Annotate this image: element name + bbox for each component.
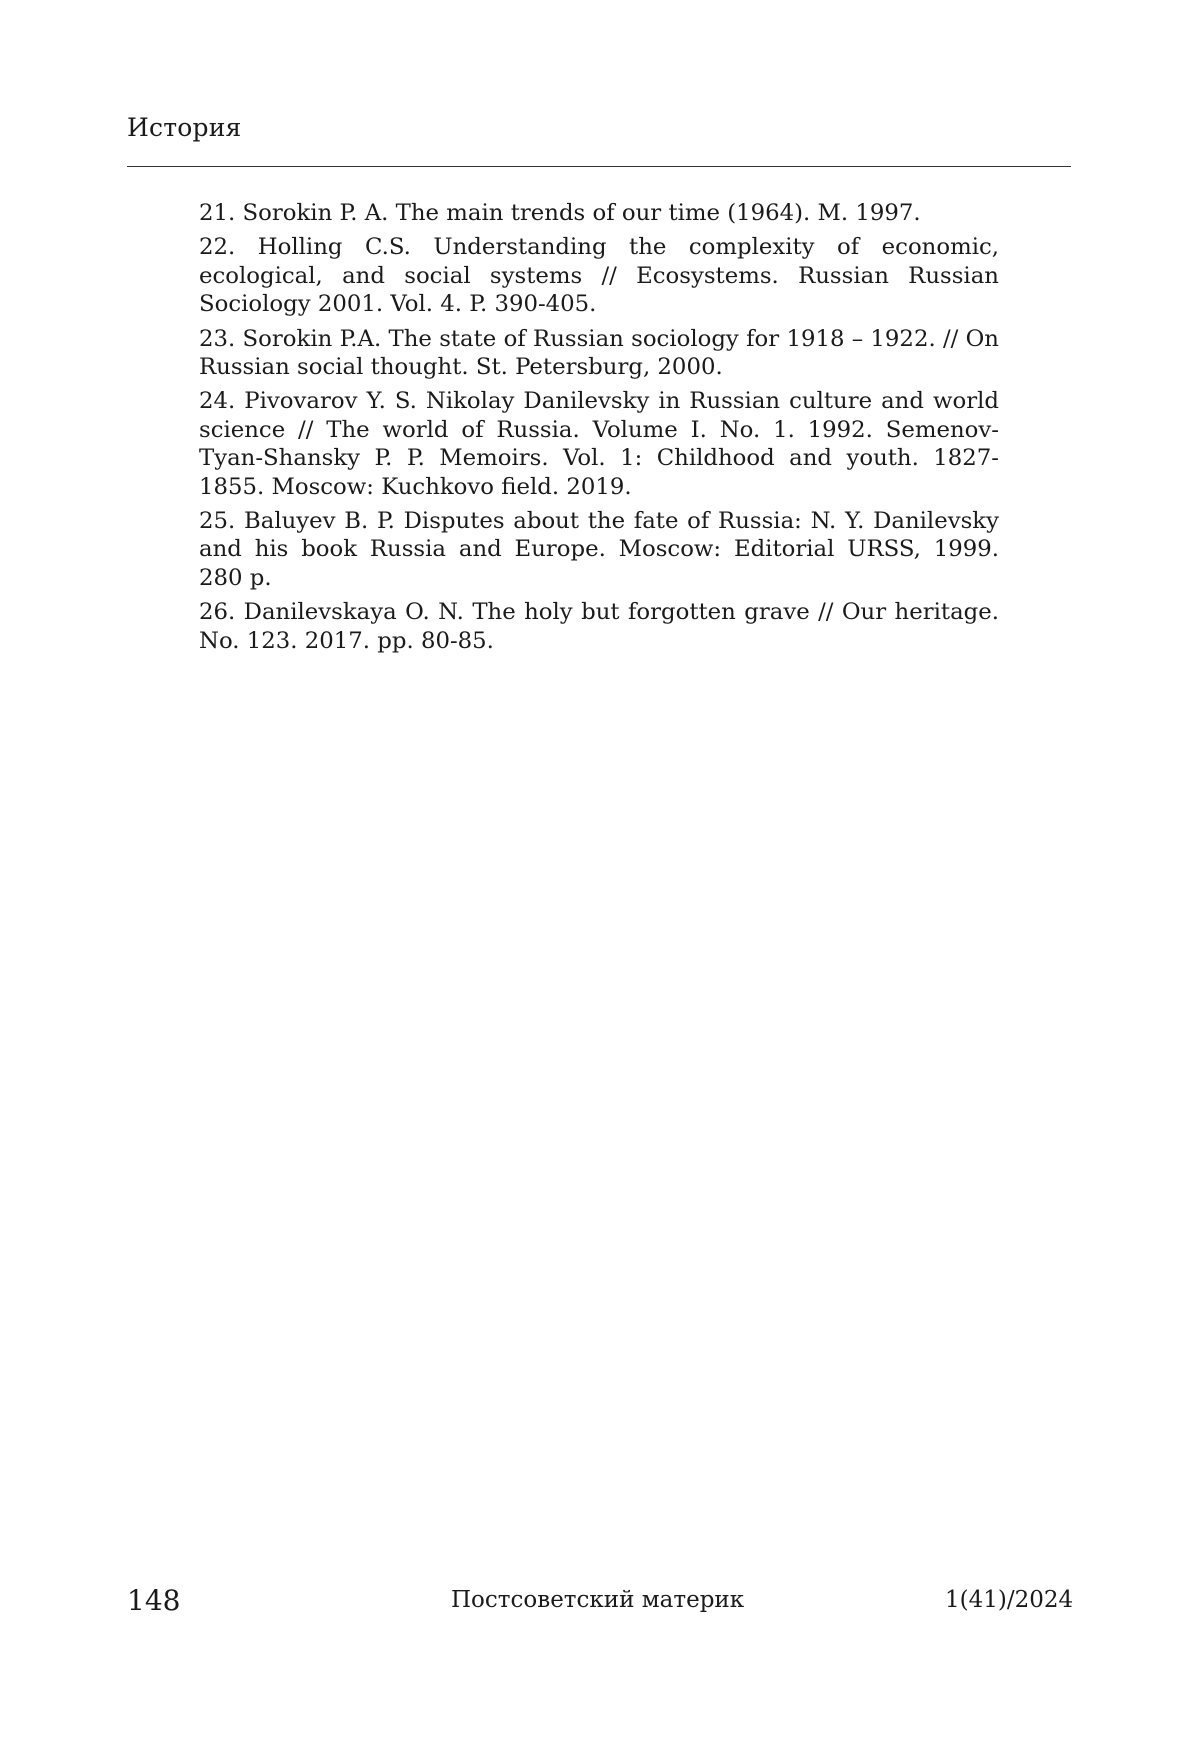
reference-item-26: 26. Danilevskaya O. N. The holy but forgotten grave // Our heritage. No. 123. 2017. pp. 80-85.	[199, 599, 999, 654]
reference-item-25: 25. Baluyev B. P. Disputes about the fate of Russia: N. Y. Danilevsky and his book Russia and Europe. Moscow: Editorial URSS, 1999. 280 p.	[199, 508, 999, 591]
running-head-section: История	[127, 113, 242, 142]
journal-title: Постсоветский материк	[451, 1587, 745, 1613]
reference-item-21: 21. Sorokin P. A. The main trends of our time (1964). M. 1997.	[199, 200, 921, 226]
issue-number: 1(41)/2024	[945, 1587, 1074, 1613]
reference-list	[199, 199, 999, 661]
reference-item-22: 22. Holling C.S. Understanding the complexity of economic, ecological, and social systems // Ecosystems. Russian Russian Sociology 2001. Vol. 4. P. 390-405.	[199, 234, 999, 318]
reference-item-23: 23. Sorokin P.A. The state of Russian sociology for 1918 – 1922. // On Russian social thought. St. Petersburg, 2000.	[199, 325, 999, 381]
page-number: 148	[127, 1584, 181, 1617]
reference-item-24: 24. Pivovarov Y. S. Nikolay Danilevsky in Russian culture and world science // The world of Russia. Volume I. No. 1. 1992. Semenov-Tyan-Shansky P. P. Memoirs. Vol. 1: Childhood and youth. 1827-1855. Moscow: Kuchkovo field. 2019.	[199, 388, 999, 500]
header-divider	[127, 166, 1071, 167]
